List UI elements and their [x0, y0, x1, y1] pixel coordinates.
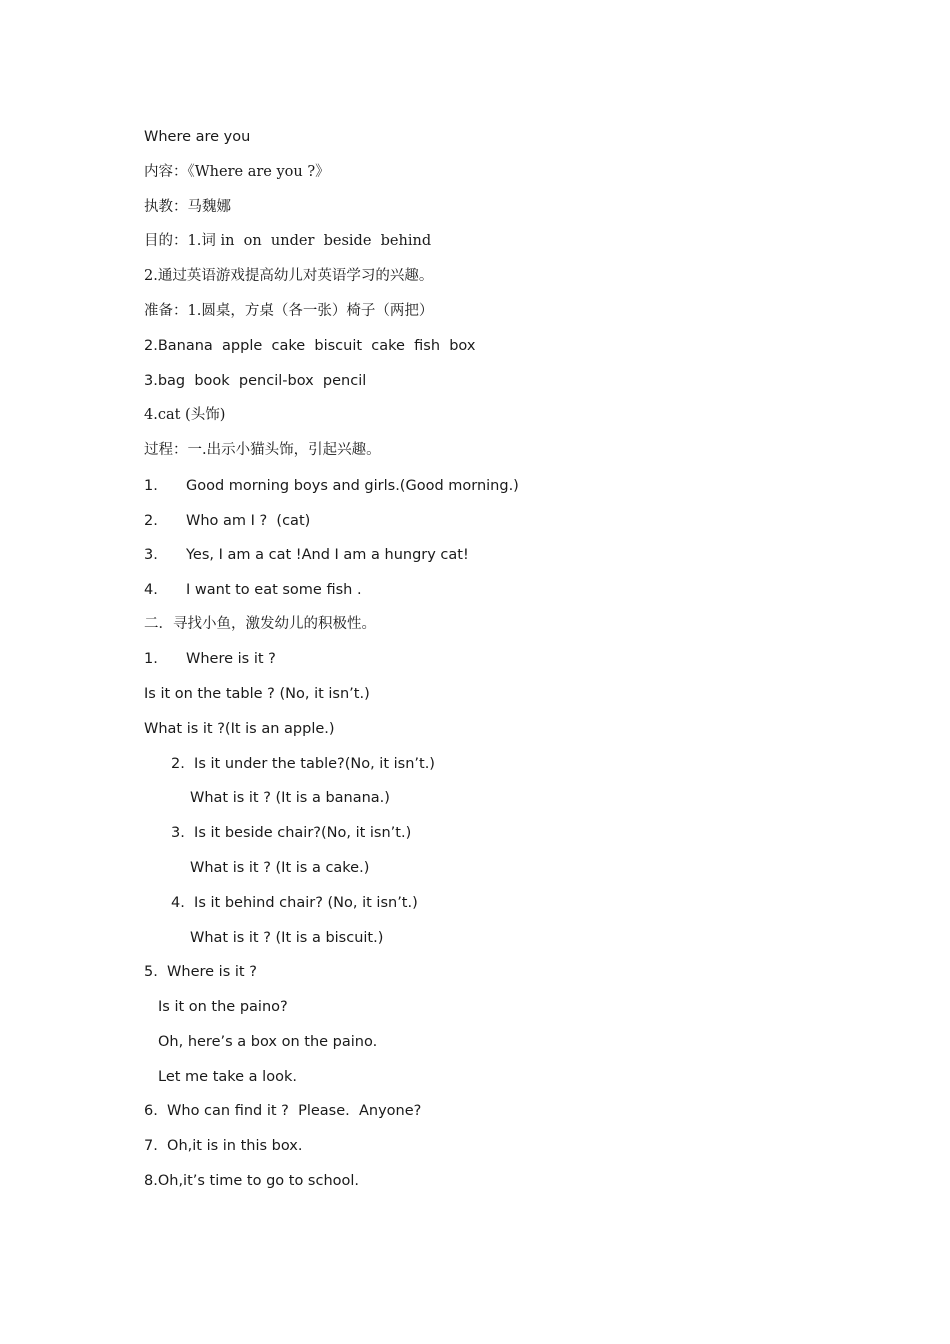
- list-item-text: Yes, I am a cat !And I am a hungry cat!: [186, 547, 469, 563]
- list-item: [144, 581, 362, 599]
- step-line: 6. Who can find it ? Please. Anyone?: [144, 1103, 422, 1119]
- prep-line-1: 准备：1.圆桌，方桌（各一张）椅子（两把）: [144, 303, 434, 319]
- step-detail-line: Oh, here’s a box on the paino.: [158, 1034, 378, 1050]
- step-detail-line: Is it on the paino?: [158, 999, 288, 1015]
- step-detail-line: Let me take a look.: [158, 1069, 297, 1085]
- question-line: 2. Is it under the table?(No, it isn’t.): [171, 756, 435, 772]
- content-line: 内容：《Where are you ?》: [144, 164, 330, 180]
- goal-line-1: 目的：1.词 in on under beside behind: [144, 233, 432, 249]
- step-line: 5. Where is it ?: [144, 964, 257, 980]
- answer-line: What is it ? (It is a cake.): [190, 860, 370, 876]
- list-item: [144, 477, 519, 495]
- list-item-number: 2.: [144, 513, 158, 529]
- part2-heading: 二．寻找小鱼，激发幼儿的积极性。: [144, 616, 376, 632]
- prep-line-2: 2.Banana apple cake biscuit cake fish box: [144, 338, 476, 354]
- list-item: [144, 546, 469, 564]
- step-line: 7. Oh,it is in this box.: [144, 1138, 303, 1154]
- list-item-text: Good morning boys and girls.(Good morning.): [186, 478, 519, 494]
- answer-line: What is it ? (It is a banana.): [190, 790, 390, 806]
- list-item-text: Where is it ?: [186, 651, 276, 667]
- prep-line-4: 4.cat (头饰): [144, 407, 226, 423]
- prep-line-3: 3.bag book pencil-box pencil: [144, 373, 367, 389]
- list-item-text: I want to eat some fish .: [186, 582, 362, 598]
- step-line: 8.Oh,it’s time to go to school.: [144, 1173, 360, 1189]
- list-item-text: Who am I ? (cat): [186, 513, 311, 529]
- list-item: [144, 650, 276, 668]
- list-item-number: 3.: [144, 547, 158, 563]
- goal-line-2: 2.通过英语游戏提高幼儿对英语学习的兴趣。: [144, 268, 434, 284]
- list-item-number: 4.: [144, 582, 158, 598]
- question-line: 3. Is it beside chair?(No, it isn’t.): [171, 825, 412, 841]
- answer-line: What is it ?(It is an apple.): [144, 721, 335, 737]
- question-line: 4. Is it behind chair? (No, it isn’t.): [171, 895, 418, 911]
- list-item-number: 1.: [144, 651, 158, 667]
- question-line: Is it on the table ? (No, it isn’t.): [144, 686, 370, 702]
- process-heading: 过程：一.出示小猫头饰，引起兴趣。: [144, 442, 381, 458]
- document-title: Where are you: [144, 129, 251, 145]
- teacher-line: 执教：马魏娜: [144, 199, 231, 215]
- list-item-number: 1.: [144, 478, 158, 494]
- list-item: [144, 512, 310, 530]
- answer-line: What is it ? (It is a biscuit.): [190, 930, 384, 946]
